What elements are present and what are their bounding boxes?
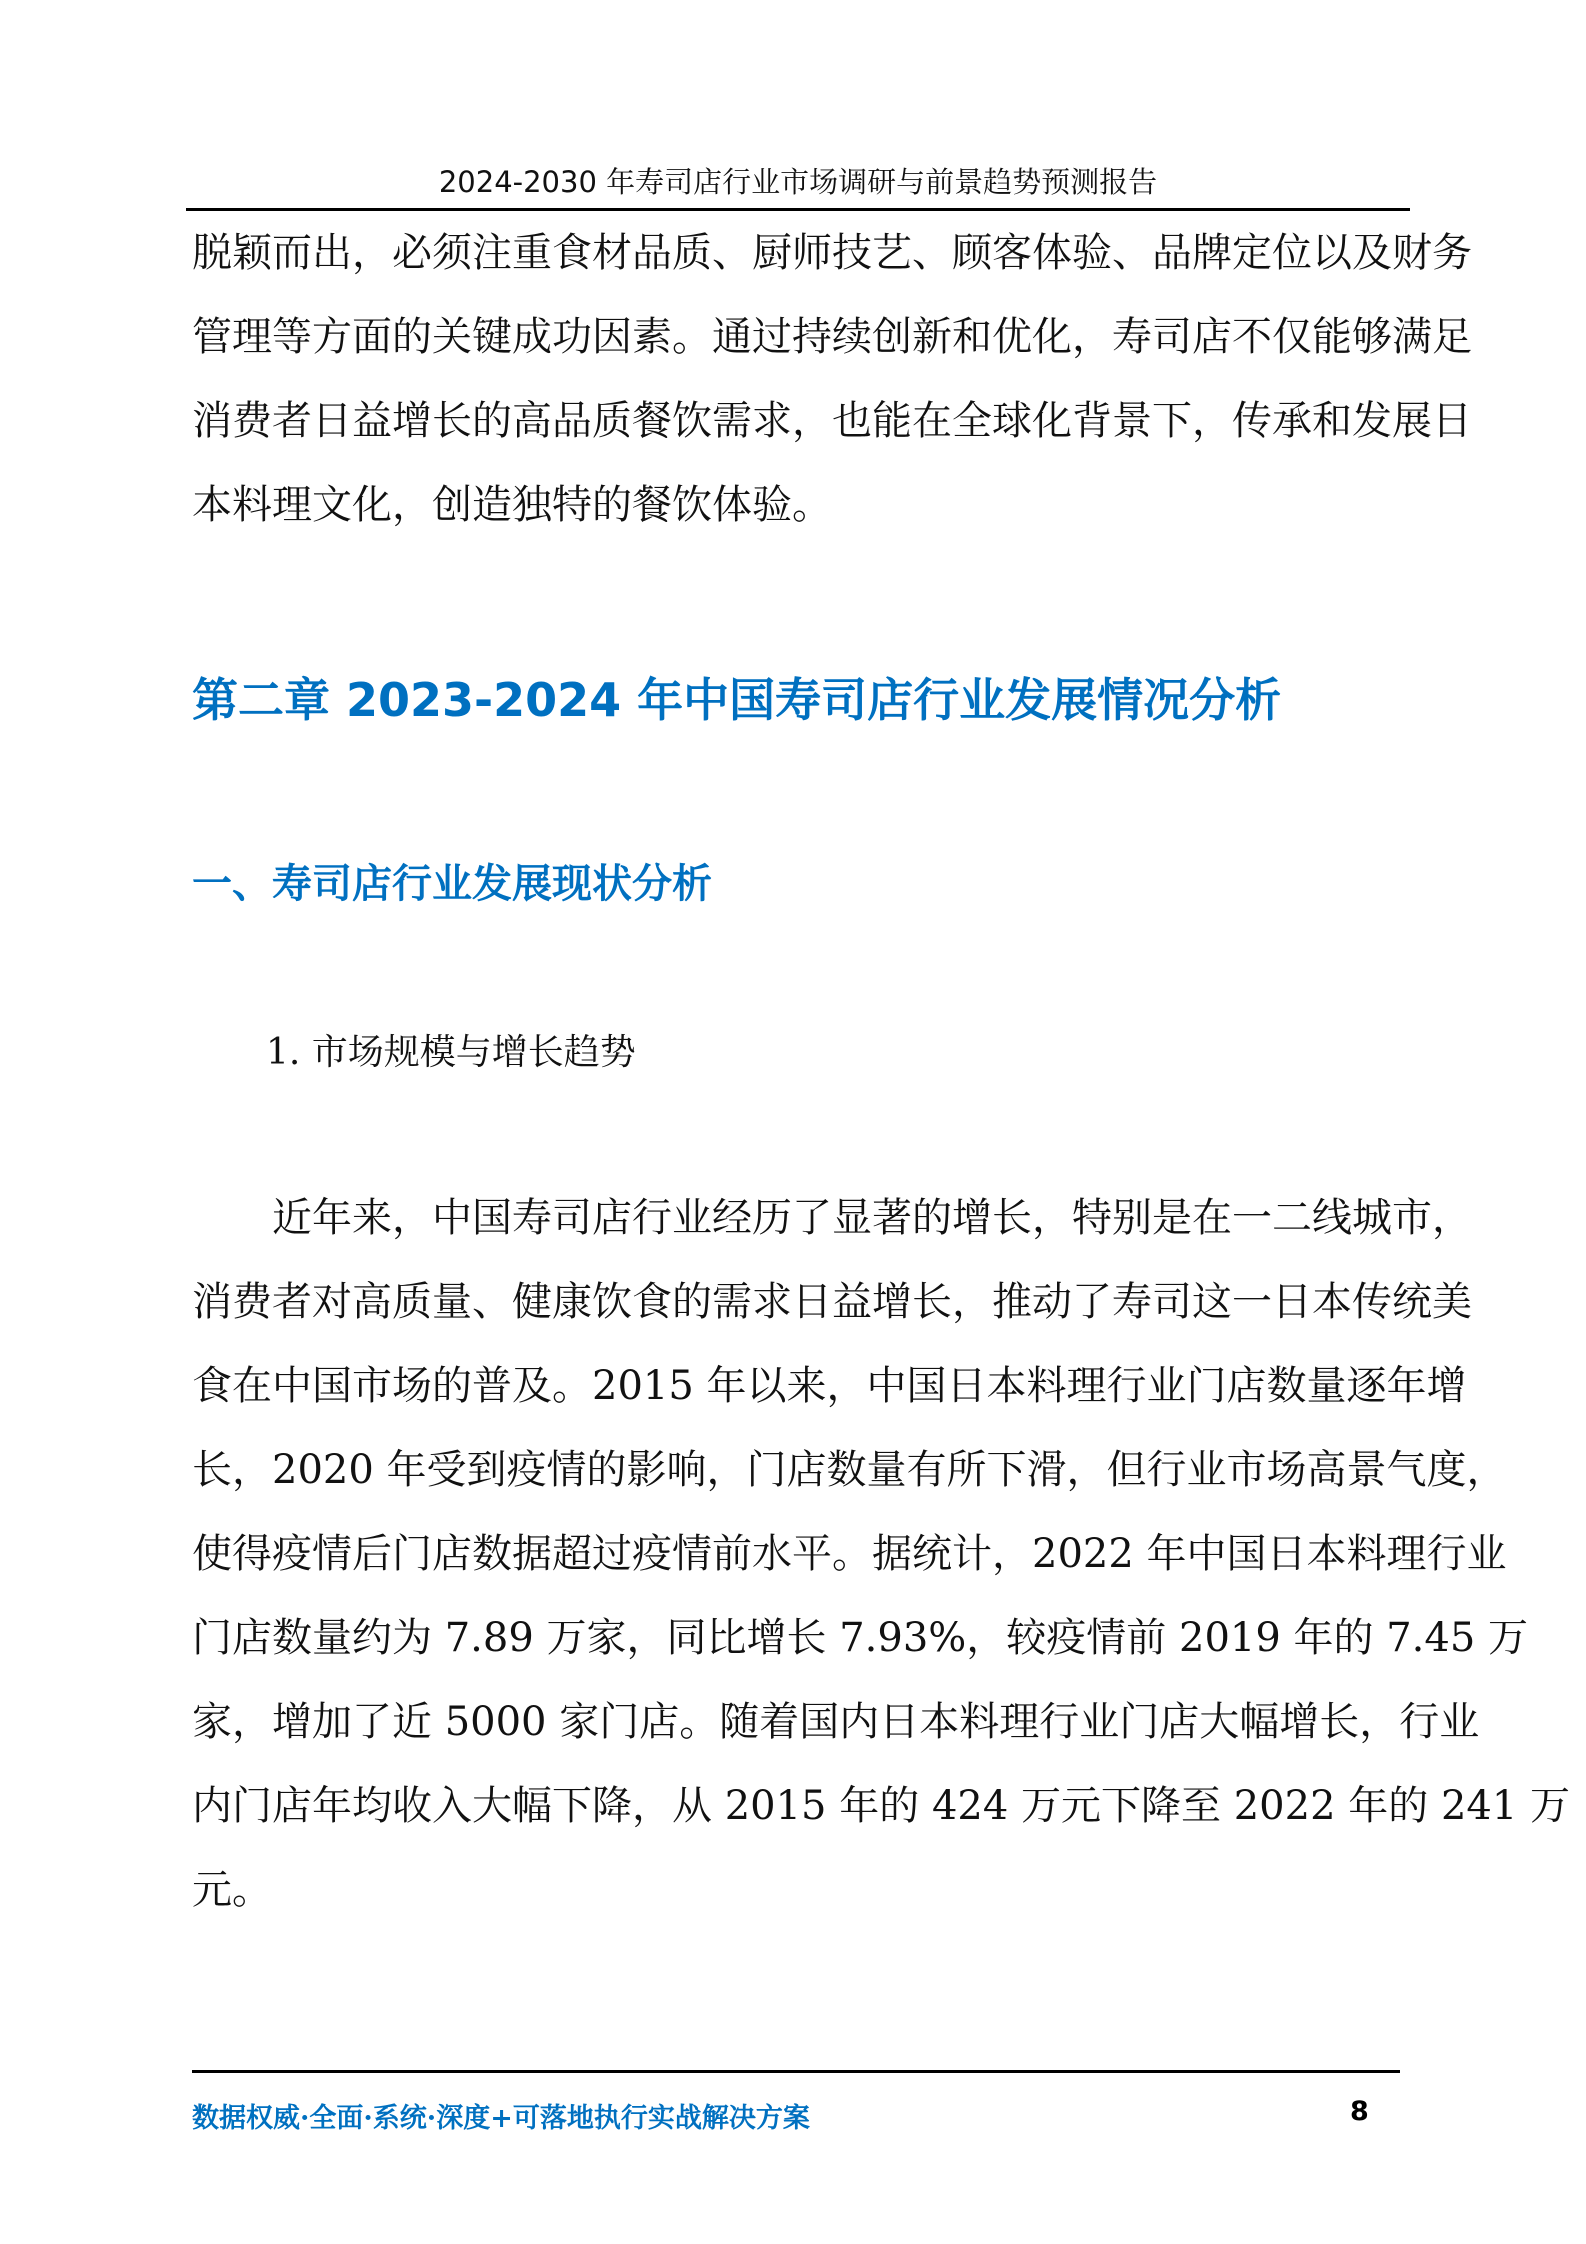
footer-divider (192, 2070, 1400, 2073)
header-divider (186, 208, 1410, 211)
body-line: 近年来，中国寿司店行业经历了显著的增长，特别是在一二线城市， (192, 1195, 1472, 1241)
chapter-title: 第二章 2023-2024 年中国寿司店行业发展情况分析 (192, 673, 1282, 727)
intro-line: 消费者日益增长的高品质餐饮需求，也能在全球化背景下，传承和发展日 (192, 398, 1472, 444)
footer-slogan: 数据权威·全面·系统·深度+可落地执行实战解决方案 (192, 2103, 810, 2134)
body-line: 消费者对高质量、健康饮食的需求日益增长，推动了寿司这一日本传统美 (192, 1279, 1472, 1325)
body-line: 使得疫情后门店数据超过疫情前水平。据统计，2022 年中国日本料理行业 (192, 1531, 1507, 1577)
intro-line: 本料理文化，创造独特的餐饮体验。 (192, 482, 832, 528)
body-line: 内门店年均收入大幅下降，从 2015 年的 424 万元下降至 2022 年的 241 万 (192, 1783, 1571, 1829)
body-line: 家，增加了近 5000 家门店。随着国内日本料理行业门店大幅增长，行业 (192, 1699, 1480, 1745)
body-line: 元。 (192, 1867, 272, 1913)
intro-line: 管理等方面的关键成功因素。通过持续创新和优化，寿司店不仅能够满足 (192, 314, 1472, 360)
body-line: 食在中国市场的普及。2015 年以来，中国日本料理行业门店数量逐年增 (192, 1363, 1467, 1409)
item-title: 1. 市场规模与增长趋势 (266, 1032, 636, 1073)
body-line: 长，2020 年受到疫情的影响，门店数量有所下滑，但行业市场高景气度， (192, 1447, 1507, 1493)
running-header: 2024-2030 年寿司店行业市场调研与前景趋势预测报告 (438, 165, 1158, 199)
intro-line: 脱颖而出，必须注重食材品质、厨师技艺、顾客体验、品牌定位以及财务 (192, 230, 1472, 276)
section-title: 一、寿司店行业发展现状分析 (192, 861, 712, 907)
body-line: 门店数量约为 7.89 万家，同比增长 7.93%，较疫情前 2019 年的 7.45 万 (192, 1615, 1528, 1661)
page-number: 8 (1350, 2096, 1369, 2127)
